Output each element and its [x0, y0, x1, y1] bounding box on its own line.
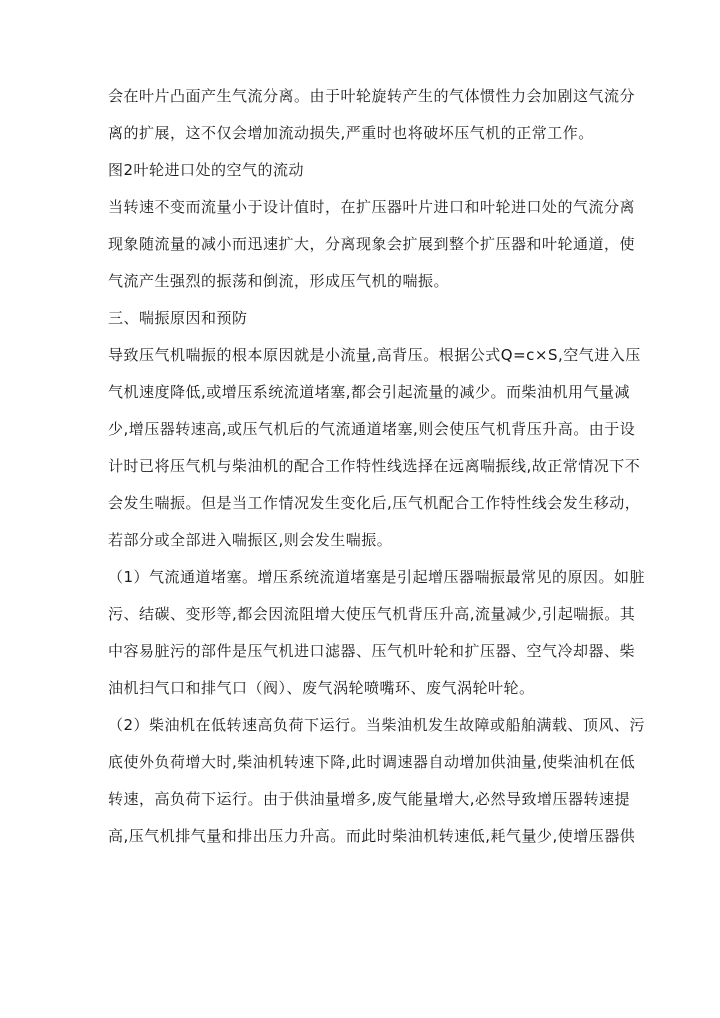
text-line: （1）气流通道堵塞。增压系统流道堵塞是引起增压器喘振最常见的原因。如脏 — [108, 568, 646, 586]
text-line: 若部分或全部进入喘振区,则会发生喘振。 — [108, 531, 393, 549]
paragraph-root-cause — [108, 337, 641, 559]
text-line: 气机速度降低,或增压系统流道堵塞,都会引起流量的减少。而柴油机用气量减 — [108, 383, 631, 401]
text-line: 离的扩展，这不仅会增加流动损失,严重时也将破坏压气机的正常工作。 — [108, 124, 594, 142]
text-line: （2）柴油机在低转速高负荷下运行。当柴油机发生故障或船舶满载、顶风、污 — [108, 716, 646, 734]
document-page — [108, 78, 646, 855]
text-line: 污、结碳、变形等,都会因流阻增大使压气机背压升高,流量减少,引起喘振。其 — [108, 605, 636, 623]
text-line: 现象随流量的减小而迅速扩大，分离现象会扩展到整个扩压器和叶轮通道，使 — [108, 235, 636, 253]
text-line: 当转速不变而流量小于设计值时，在扩压器叶片进口和叶轮进口处的气流分离 — [108, 198, 636, 216]
text-line: 会在叶片凸面产生气流分离。由于叶轮旋转产生的气体惯性力会加剧这气流分 — [108, 87, 636, 105]
text-line: 图2叶轮进口处的空气的流动 — [108, 161, 305, 179]
figure-caption — [108, 152, 616, 189]
text-line: 会发生喘振。但是当工作情况发生变化后,压气机配合工作特性线会发生移动， — [108, 494, 641, 512]
text-line: 高,压气机排气量和排出压力升高。而此时柴油机转速低,耗气量少,使增压器供 — [108, 827, 636, 845]
text-line: 转速，高负荷下运行。由于供油量增多,废气能量增大,必然导致增压器转速提 — [108, 790, 631, 808]
text-line: 气流产生强烈的振荡和倒流，形成压气机的喘振。 — [108, 272, 450, 290]
text-line: 计时已将压气机与柴油机的配合工作特性线选择在远离喘振线,故正常情况下不 — [108, 457, 641, 475]
text-line: 底使外负荷增大时,柴油机转速下降,此时调速器自动增加供油量,使柴油机在低 — [108, 753, 636, 771]
text-line: 中容易脏污的部件是压气机进口滤器、压气机叶轮和扩压器、空气冷却器、柴 — [108, 642, 636, 660]
text-line: 少,增压器转速高,或压气机后的气流通道堵塞,则会使压气机背压升高。由于设 — [108, 420, 636, 438]
paragraph-airflow-separation — [108, 78, 636, 152]
text-line: 三、喘振原因和预防 — [108, 309, 248, 327]
paragraph-cause-1-blockage — [108, 559, 646, 707]
paragraph-surge-formation — [108, 189, 636, 300]
section-heading — [108, 300, 616, 337]
paragraph-cause-2-low-speed — [108, 707, 646, 855]
text-line: 油机扫气口和排气口（阀）、废气涡轮喷嘴环、废气涡轮叶轮。 — [108, 679, 535, 697]
text-line: 导致压气机喘振的根本原因就是小流量,高背压。根据公式Q=c×S,空气进入压 — [108, 346, 641, 364]
